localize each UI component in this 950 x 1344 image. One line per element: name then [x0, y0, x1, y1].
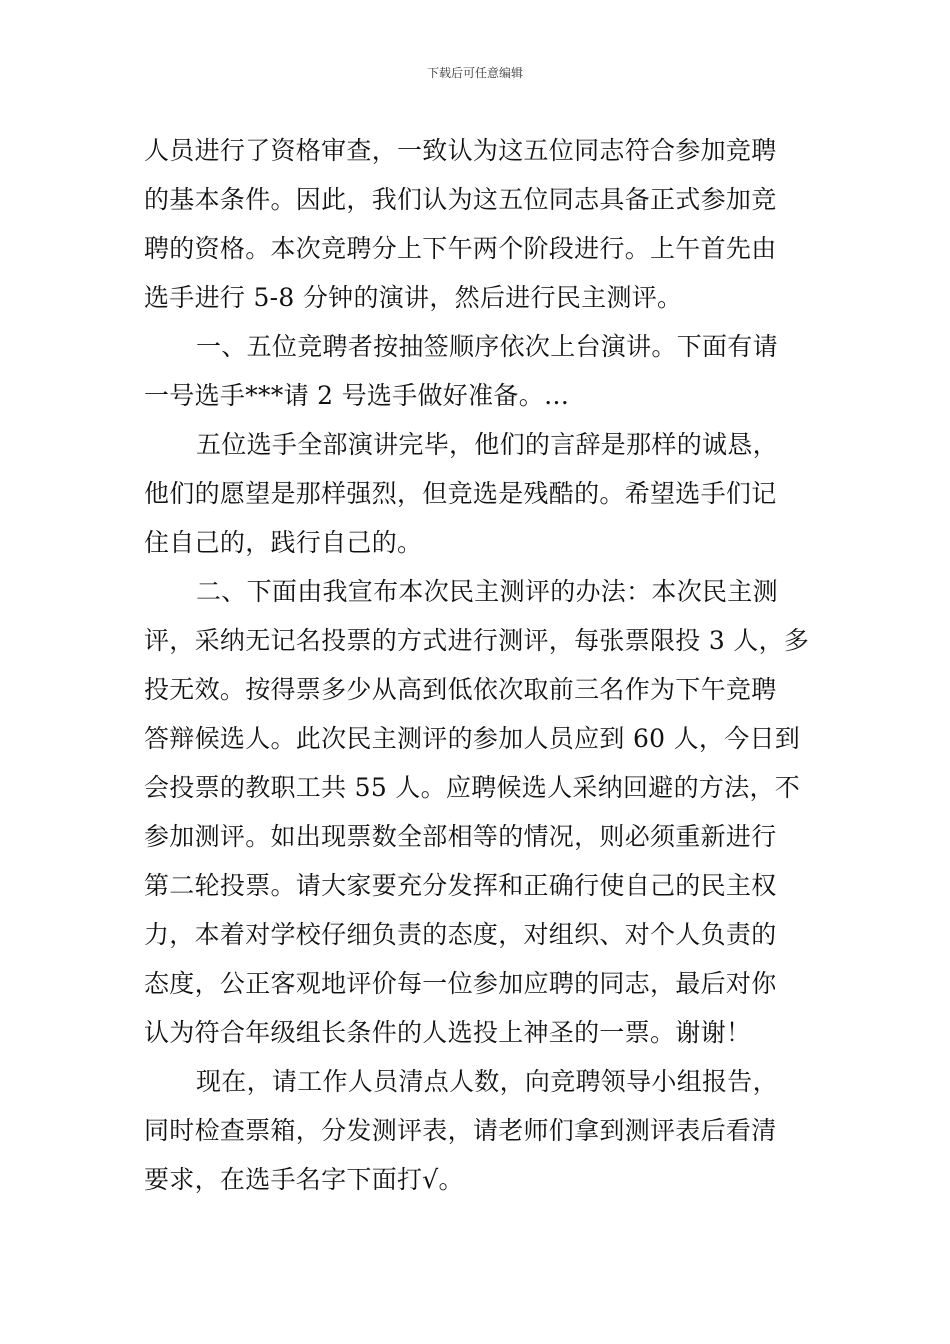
text-line: 住自己的，践行自己的。 — [144, 528, 423, 557]
text-line: 人员进行了资格审查，一致认为这五位同志符合参加竞聘 — [144, 136, 777, 165]
text-line-indented: 现在，请工作人员清点人数，向竞聘领导小组报告， — [196, 1067, 778, 1096]
text-line: 力，本着对学校仔细负责的态度，对组织、对个人负责的 — [144, 920, 777, 949]
text-line: 第二轮投票。请大家要充分发挥和正确行使自己的民主权 — [144, 871, 777, 900]
text-line: 的基本条件。因此，我们认为这五位同志具备正式参加竞 — [144, 185, 777, 214]
text-line: 评，采纳无记名投票的方式进行测评，每张票限投 3 人，多 — [144, 626, 810, 655]
text-line: 会投票的教职工共 55 人。应聘候选人采纳回避的方法，不 — [144, 773, 801, 802]
text-line: 要求，在选手名字下面打√。 — [144, 1165, 464, 1194]
text-line: 一号选手***请 2 号选手做好准备。… — [144, 381, 570, 410]
text-line-indented: 二、下面由我宣布本次民主测评的办法：本次民主测 — [196, 577, 778, 606]
text-line: 参加测评。如出现票数全部相等的情况，则必须重新进行 — [144, 822, 777, 851]
text-line: 聘的资格。本次竞聘分上下午两个阶段进行。上午首先由 — [144, 234, 777, 263]
text-line-indented: 五位选手全部演讲完毕，他们的言辞是那样的诚恳， — [196, 430, 778, 459]
text-line: 选手进行 5-8 分钟的演讲，然后进行民主测评。 — [144, 283, 683, 312]
text-line: 同时检查票箱，分发测评表，请老师们拿到测评表后看清 — [144, 1116, 777, 1145]
text-line: 投无效。按得票多少从高到低依次取前三名作为下午竞聘 — [144, 675, 777, 704]
text-line: 他们的愿望是那样强烈，但竞选是残酷的。希望选手们记 — [144, 479, 777, 508]
text-line: 答辩候选人。此次民主测评的参加人员应到 60 人，今日到 — [144, 724, 801, 753]
body-text — [144, 126, 810, 1204]
text-line-indented: 一、五位竞聘者按抽签顺序依次上台演讲。下面有请 — [196, 332, 778, 361]
text-line: 态度，公正客观地评价每一位参加应聘的同志，最后对你 — [144, 969, 777, 998]
text-line: 认为符合年级组长条件的人选投上神圣的一票。谢谢！ — [144, 1018, 752, 1047]
header-note: 下载后可任意编辑 — [426, 66, 523, 80]
